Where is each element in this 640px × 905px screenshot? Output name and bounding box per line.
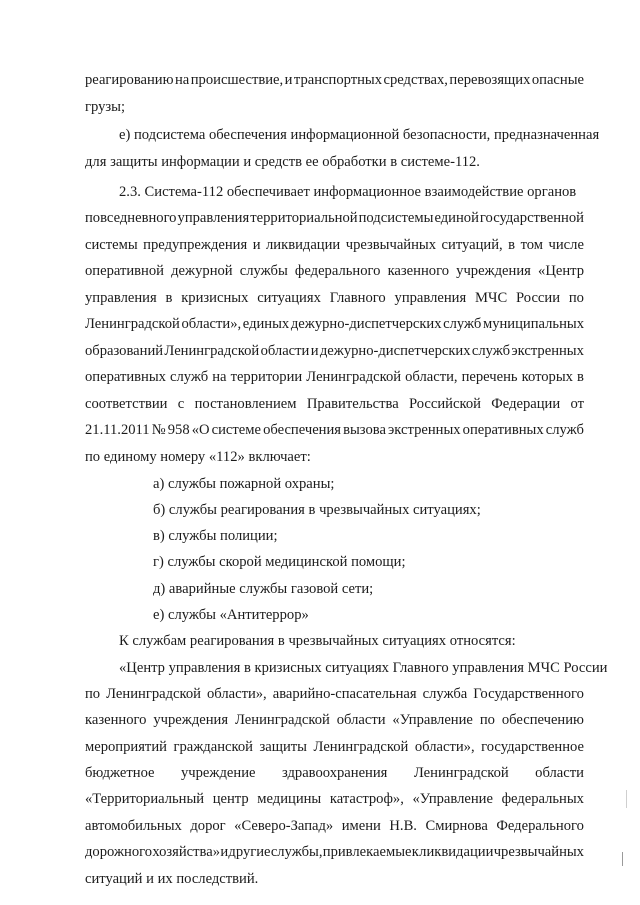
paragraph-line: бюджетное учреждение здравоохранения Ленинградской области	[85, 765, 584, 781]
paragraph-line: «Центр управления в кризисных ситуациях Главного управления МЧС России	[119, 660, 608, 676]
paragraph-line: для защиты информации и средств ее обработки в системе-112.	[85, 154, 480, 170]
list-item: б) службы реагирования в чрезвычайных ситуациях;	[153, 502, 481, 518]
scan-artifact-mark	[622, 852, 623, 866]
paragraph-line: оперативных служб на территории Ленинградской области, перечень которых в	[85, 369, 584, 385]
paragraph-line: автомобильных дорог «Северо-Запад» имени Н.В. Смирнова Федерального	[85, 818, 584, 834]
paragraph-line: по Ленинградской области», аварийно-спасательная служба Государственного	[85, 686, 584, 702]
list-item: е) службы «Антитеррор»	[153, 607, 309, 623]
paragraph-line: соответствии с постановлением Правительства Российской Федерации от	[85, 396, 584, 412]
list-item: а) службы пожарной охраны;	[153, 476, 335, 492]
paragraph-line: 21.11.2011 № 958 «О системе обеспечения вызова экстренных оперативных служб	[85, 422, 584, 438]
paragraph-line: дорожного хозяйства» и другие службы, привлекаемые к ликвидации чрезвычайных	[85, 844, 584, 860]
paragraph-line: по единому номеру «112» включает:	[85, 449, 311, 465]
paragraph-line: мероприятий гражданской защиты Ленинградской области», государственное	[85, 739, 584, 755]
list-item: г) службы скорой медицинской помощи;	[153, 554, 406, 570]
paragraph-line: реагированию на происшествие, и транспортных средствах, перевозящих опасные	[85, 72, 584, 88]
paragraph-line: системы предупреждения и ликвидации чрезвычайных ситуаций, в том числе	[85, 237, 584, 253]
paragraph-line: управления в кризисных ситуациях Главного управления МЧС России по	[85, 290, 584, 306]
paragraph-line: оперативной дежурной службы федерального казенного учреждения «Центр	[85, 263, 584, 279]
list-item: д) аварийные службы газовой сети;	[153, 581, 374, 597]
paragraph-line: 2.3. Система-112 обеспечивает информационное взаимодействие органов	[119, 184, 577, 200]
paragraph-line: Ленинградской области», единых дежурно-диспетчерских служб муниципальных	[85, 316, 584, 332]
scan-artifact-mark	[626, 790, 627, 808]
section-heading: К службам реагирования в чрезвычайных ситуациях относятся:	[119, 633, 516, 649]
paragraph-line: грузы;	[85, 99, 126, 115]
paragraph-line: казенного учреждения Ленинградской области «Управление по обеспечению	[85, 712, 584, 728]
paragraph-line: ситуаций и их последствий.	[85, 871, 259, 887]
paragraph-line: «Территориальный центр медицины катастроф», «Управление федеральных	[85, 791, 584, 807]
paragraph-line: повседневного управления территориальной подсистемы единой государственной	[85, 210, 584, 226]
paragraph-line: е) подсистема обеспечения информационной безопасности, предназначенная	[119, 127, 600, 143]
paragraph-line: образований Ленинградской области и дежурно-диспетчерских служб экстренных	[85, 343, 584, 359]
list-item: в) службы полиции;	[153, 528, 278, 544]
